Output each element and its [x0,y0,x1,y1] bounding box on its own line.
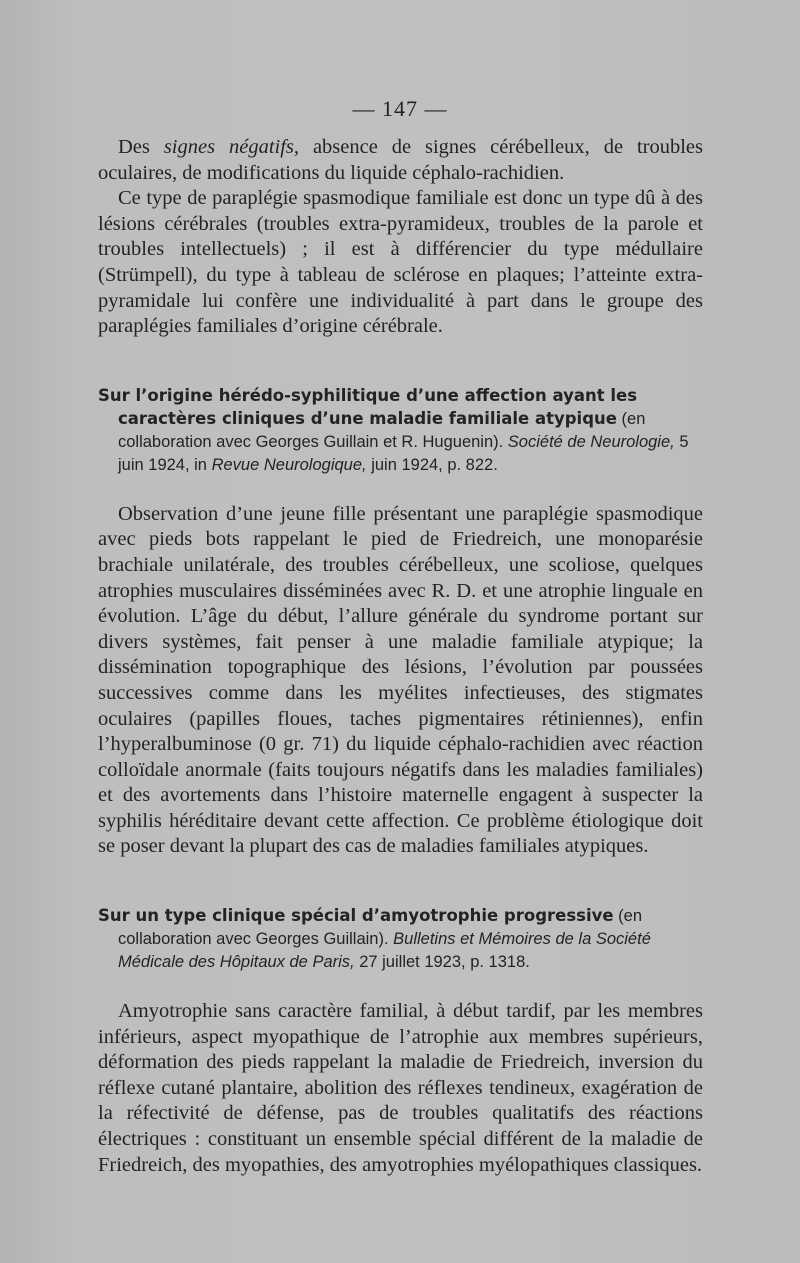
section-heredo-syphilis [98,384,703,860]
section2-body: Amyotrophie sans caractère familial, à début tardif, par les membres inférieurs, aspect myopathique de l’atrophie aux membres supérieurs, déformation des pieds rappelant la maladie de Friedreich, inversion du réflexe cutané plantaire, abolition des réflexes tendineux, exagération de la réfectivité de défense, pas de troubles qualitatifs des réactions électriques : constituant un ensemble spécial différent de la maladie de Friedreich, des myopathies, des amyotrophies myélopathiques classiques. [98,1000,703,1176]
section1-ref-3: juin 1924, p. 822. [366,455,498,474]
section2-ref-2: 27 juillet 1923, p. 1318. [354,953,530,972]
section2-heading [98,904,703,973]
intro-paragraph-2: Ce type de paraplégie spasmodique familiale est donc un type dû à des lésions cérébrales (troubles extra-pyramideux, troubles de la parole et troubles intellectuels) ; il est à différencier du type médullaire (Strümpell), du type à tableau de sclérose en plaques; l’atteinte extra-pyramidale lui confère une individualité à part dans le groupe des paraplégies familiales d’origine cérébrale. [98,187,703,338]
section1-title: Sur l’origine hérédo-syphilitique d’une affection ayant les caractères cliniques d’une maladie familiale atypique [98,385,638,428]
section1-body: Observation d’une jeune fille présentant une paraplégie spasmodique avec pieds bots rappelant le pied de Friedreich, une monoparésie brachiale unilatérale, des troubles cérébelleux, une scoliose, quelques atrophies musculaires disséminées avec R. D. et une atrophie linguale en évolution. L’âge du début, l’allure générale du syndrome portant sur divers systèmes, fait penser à une maladie familiale atypique; la dissémination topographique des lésions, l’évolution par poussées successives comme dans les myélites infectieuses, des stigmates oculaires (papilles floues, taches pigmentaires rétiniennes), enfin l’hyperalbuminose (0 gr. 71) du liquide céphalo-rachidien avec réaction colloïdale anormale (faits toujours négatifs dans les maladies familiales) et des avortements dans l’histoire maternelle engagent à suspecter la syphilis héréditaire devant cette affection. Ce problème étiologique doit se poser devant la plupart des cas de maladies familiales atypiques. [98,502,703,858]
section-amyotrophie [98,904,703,1178]
section1-ref-italic-2: Revue Neurologique, [211,455,367,474]
intro-p1-prefix: Des [118,136,164,158]
intro-paragraph-1 [98,135,703,186]
section2-ref-italic-1: Bulletins et Mémoires de la Société Médicale des Hôpitaux de Paris, [118,930,651,972]
page-content [98,135,703,1178]
section1-ref-1: (en collaboration avec Georges Guillain et R. Huguenin). [118,409,646,451]
section2-ref-1: (en collaboration avec Georges Guillain). [118,907,643,949]
section1-ref-2: 5 juin 1924, in [118,432,689,474]
intro-p1-italic: signes négatifs, [163,136,300,158]
intro-p1-rest: absence de signes cérébelleux, de troubles oculaires, de modifications du liquide céphalo-rachidien. [98,136,704,184]
section2-title: Sur un type clinique spécial d’amyotrophie progressive [98,906,614,926]
section1-heading [98,384,703,476]
section1-ref-italic-1: Société de Neurologie, [507,432,675,451]
page-number: — 147 — [352,96,448,121]
